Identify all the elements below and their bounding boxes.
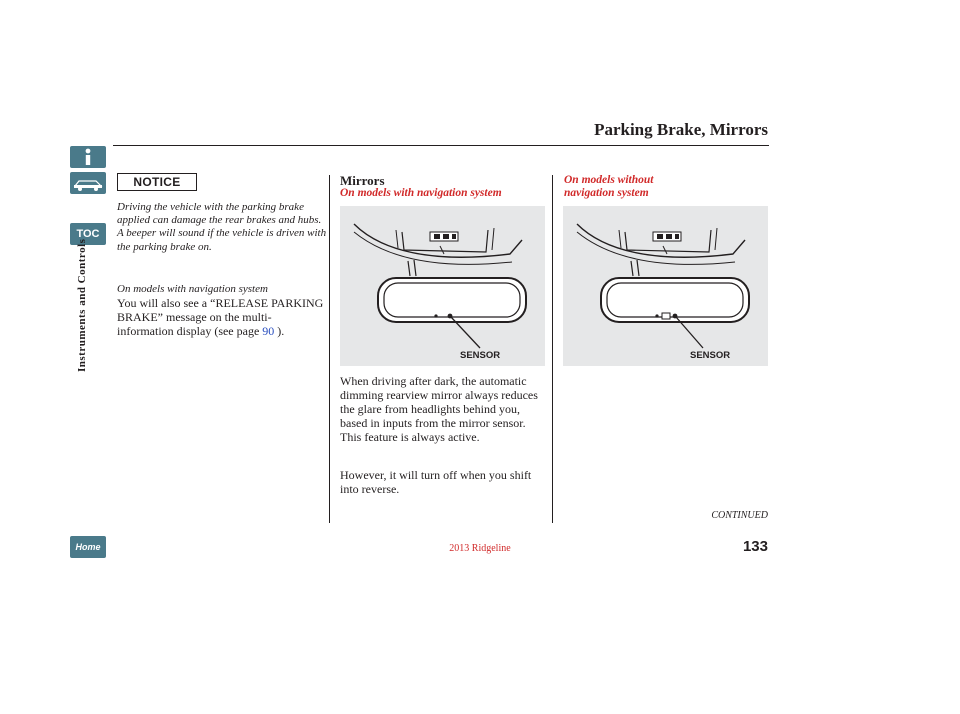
mirror-drawing-non-nav	[563, 206, 768, 366]
sensor-label-nav: SENSOR	[460, 350, 501, 361]
mirror-drawing-nav	[340, 206, 545, 366]
vehicle-icon[interactable]	[70, 172, 106, 194]
notice-text: Driving the vehicle with the parking brake applied can damage the rear brakes and hubs. A beeper will sound if the vehicle is driven with the parking brake on.	[117, 201, 327, 253]
non-nav-heading-line2: navigation system	[564, 187, 649, 199]
page-number: 133	[742, 538, 768, 555]
home-label: Home	[75, 542, 101, 552]
notice-label: NOTICE	[133, 175, 181, 189]
page-title: Parking Brake, Mirrors	[594, 120, 768, 139]
column-divider-left	[329, 175, 330, 523]
paragraph-text: You will also see a “RELEASE PARKING BRAKE” message on the multi-information display (see page	[117, 296, 324, 338]
mirror-illustration-nav	[340, 206, 545, 366]
non-nav-heading-line1: On models without	[564, 174, 654, 186]
title-divider	[113, 145, 769, 146]
toc-label: TOC	[76, 228, 100, 240]
nav-models-heading: On models with navigation system	[340, 187, 502, 199]
paragraph-text-end: ).	[274, 324, 285, 338]
sensor-label-non-nav: SENSOR	[690, 350, 731, 361]
continued-label: CONTINUED	[711, 510, 768, 521]
reverse-paragraph: However, it will turn off when you shift into reverse.	[340, 468, 532, 496]
release-brake-paragraph	[117, 296, 327, 338]
mirrors-heading: Mirrors	[340, 173, 385, 188]
footer-model: 2013 Ridgeline	[449, 543, 511, 554]
notice-badge	[117, 173, 197, 191]
auto-dimming-paragraph: When driving after dark, the automatic dimming rearview mirror always reduces the glare from headlights behind you, based in inputs from the mirror sensor. This feature is always active.	[340, 374, 538, 444]
section-side-label[interactable]: Instruments and Controls	[76, 238, 88, 372]
mirror-illustration-non-nav	[563, 206, 768, 366]
page-90-link[interactable]: 90	[262, 324, 275, 338]
column-divider-right	[552, 175, 553, 523]
nav-models-label: On models with navigation system	[117, 283, 268, 295]
info-icon[interactable]	[70, 146, 106, 168]
